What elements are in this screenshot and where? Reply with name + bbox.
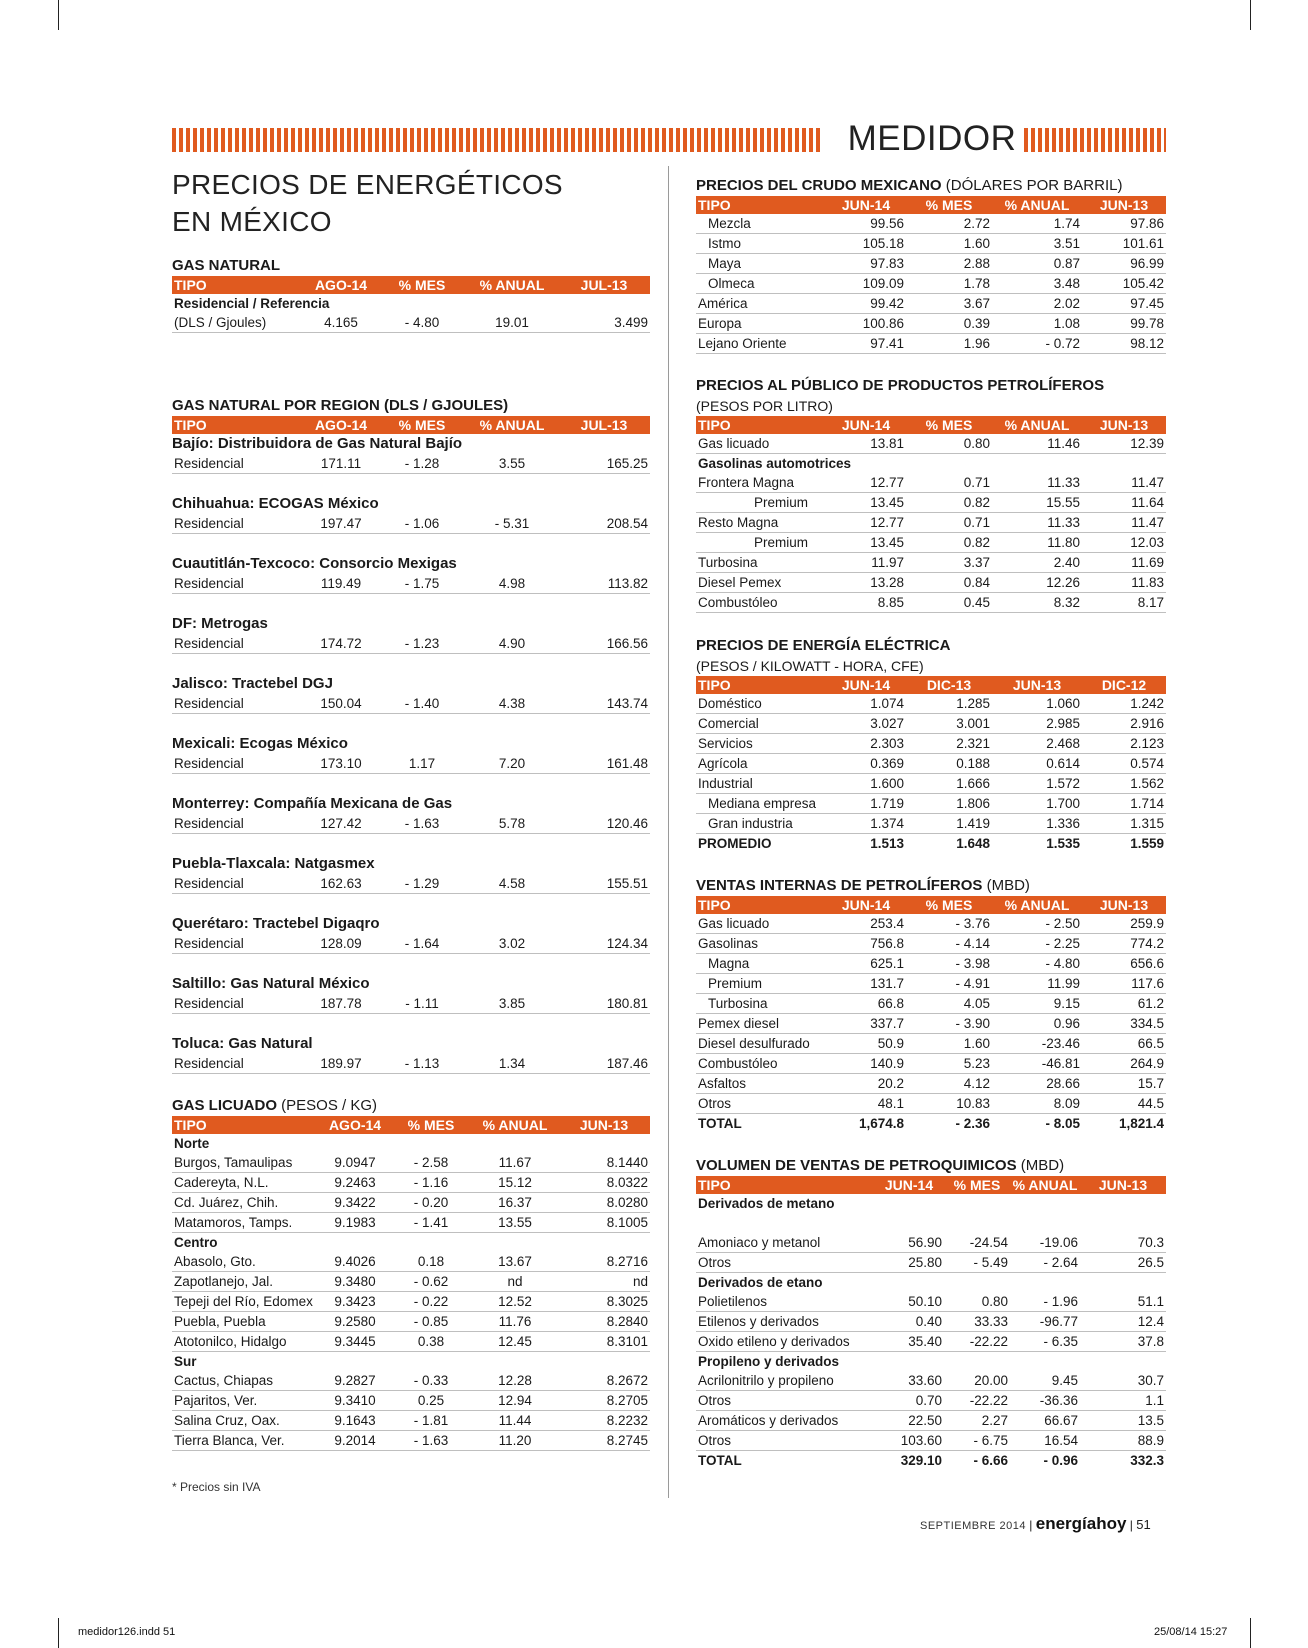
table-row: Tierra Blanca, Ver. 9.2014 - 1.63 11.20 8.2745 bbox=[172, 1431, 650, 1451]
gas-licuado-body bbox=[172, 1134, 650, 1451]
table-row: (DLS / Gjoules) 4.165 - 4.80 19.01 3.499 bbox=[172, 313, 650, 333]
table-header: TIPO JUN-14 % MES % ANUAL JUN-13 bbox=[696, 1176, 1166, 1194]
footer-month: SEPTIEMBRE 2014 bbox=[920, 1520, 1026, 1532]
table-row: Cactus, Chiapas 9.2827 - 0.33 12.28 8.2672 bbox=[172, 1371, 650, 1391]
table-row: Resto Magna 12.77 0.71 11.33 11.47 bbox=[696, 513, 1166, 533]
header-stripes-right bbox=[1024, 128, 1166, 152]
table-row: Etilenos y derivados 0.40 33.33 -96.77 12.4 bbox=[696, 1312, 1166, 1332]
table-row: Comercial 3.027 3.001 2.985 2.916 bbox=[696, 714, 1166, 734]
region-table bbox=[172, 634, 650, 654]
table-row: Diesel desulfurado 50.9 1.60 -23.46 66.5 bbox=[696, 1034, 1166, 1054]
electrica-section bbox=[696, 636, 1166, 853]
page-title-line2: EN MÉXICO bbox=[172, 206, 332, 237]
region-block bbox=[172, 1034, 650, 1074]
table-row: Europa 100.86 0.39 1.08 99.78 bbox=[696, 314, 1166, 334]
table-row: América 99.42 3.67 2.02 97.45 bbox=[696, 294, 1166, 314]
crudo-table bbox=[696, 196, 1166, 354]
footnote: * Precios sin IVA bbox=[172, 1480, 261, 1494]
table-row: Gas licuado 253.4 - 3.76 - 2.50 259.9 bbox=[696, 914, 1166, 934]
table-row: Pajaritos, Ver. 9.3410 0.25 12.94 8.2705 bbox=[172, 1391, 650, 1411]
region-table bbox=[172, 514, 650, 534]
print-slug-file: medidor126.indd 51 bbox=[78, 1626, 176, 1638]
table-row: Residencial 189.97 - 1.13 1.34 187.46 bbox=[172, 1054, 650, 1074]
table-row: Residencial 119.49 - 1.75 4.98 113.82 bbox=[172, 574, 650, 594]
table-header: TIPO JUN-14 % MES % ANUAL JUN-13 bbox=[696, 896, 1166, 914]
gas-natural-table bbox=[172, 276, 650, 333]
table-row: Mezcla 99.56 2.72 1.74 97.86 bbox=[696, 214, 1166, 234]
table-header: TIPO AGO-14 % MES % ANUAL JUN-13 bbox=[172, 1116, 650, 1134]
table-row: Residencial 171.11 - 1.28 3.55 165.25 bbox=[172, 454, 650, 474]
petroquimicos-body bbox=[696, 1194, 1166, 1470]
table-row: Amoniaco y metanol 56.90 -24.54 -19.06 70.3 bbox=[696, 1233, 1166, 1253]
footer-separator: | bbox=[1029, 1518, 1036, 1532]
region-table bbox=[172, 814, 650, 834]
table-row: Gasolinas 756.8 - 4.14 - 2.25 774.2 bbox=[696, 934, 1166, 954]
electrica-table bbox=[696, 676, 1166, 853]
table-row: Otros 25.80 - 5.49 - 2.64 26.5 bbox=[696, 1253, 1166, 1273]
table-row: Istmo 105.18 1.60 3.51 101.61 bbox=[696, 234, 1166, 254]
table-row: Magna 625.1 - 3.98 - 4.80 656.6 bbox=[696, 954, 1166, 974]
region-name: Bajío: Distribuidora de Gas Natural Bajío bbox=[172, 435, 463, 452]
ventas-body bbox=[696, 914, 1166, 1133]
table-row: Residencial 128.09 - 1.64 3.02 124.34 bbox=[172, 934, 650, 954]
region-name: Jalisco: Tractebel DGJ bbox=[172, 675, 333, 692]
table-row: Residencial 197.47 - 1.06 - 5.31 208.54 bbox=[172, 514, 650, 534]
table-row: Salina Cruz, Oax. 9.1643 - 1.81 11.44 8.2232 bbox=[172, 1411, 650, 1431]
region-name: Cuautitlán-Texcoco: Consorcio Mexigas bbox=[172, 555, 457, 572]
region-block bbox=[172, 854, 650, 894]
table-row: Pemex diesel 337.7 - 3.90 0.96 334.5 bbox=[696, 1014, 1166, 1034]
petroliferos-body bbox=[696, 434, 1166, 613]
region-table bbox=[172, 874, 650, 894]
table-row: Atotonilco, Hidalgo 9.3445 0.38 12.45 8.3101 bbox=[172, 1332, 650, 1352]
table-row: Industrial 1.600 1.666 1.572 1.562 bbox=[696, 774, 1166, 794]
table-row: Zapotlanejo, Jal. 9.3480 - 0.62 nd nd bbox=[172, 1272, 650, 1292]
petroliferos-section bbox=[696, 376, 1166, 613]
table-row: Abasolo, Gto. 9.4026 0.18 13.67 8.2716 bbox=[172, 1252, 650, 1272]
electrica-body bbox=[696, 694, 1166, 853]
section-header-bar bbox=[172, 119, 1166, 158]
table-row: Residencial 174.72 - 1.23 4.90 166.56 bbox=[172, 634, 650, 654]
table-group: Gasolinas automotrices bbox=[698, 456, 852, 471]
table-row: Turbosina 11.97 3.37 2.40 11.69 bbox=[696, 553, 1166, 573]
section-subtitle: (PESOS / KILOWATT - HORA, CFE) bbox=[696, 658, 924, 674]
table-header: TIPO JUN-14 % MES % ANUAL JUN-13 bbox=[696, 196, 1166, 214]
region-block bbox=[172, 794, 650, 834]
gas-licuado-table bbox=[172, 1116, 650, 1451]
region-table bbox=[172, 934, 650, 954]
print-slug-stamp: 25/08/14 15:27 bbox=[1154, 1626, 1228, 1638]
region-name: Querétaro: Tractebel Digaqro bbox=[172, 915, 380, 932]
gas-licuado-section bbox=[172, 1096, 650, 1451]
table-row: Asfaltos 20.2 4.12 28.66 15.7 bbox=[696, 1074, 1166, 1094]
region-table bbox=[172, 574, 650, 594]
table-group: Residencial / Referencia bbox=[174, 296, 330, 311]
table-row: Frontera Magna 12.77 0.71 11.33 11.47 bbox=[696, 473, 1166, 493]
crop-mark bbox=[58, 1618, 59, 1648]
region-block bbox=[172, 494, 650, 534]
region-block bbox=[172, 614, 650, 654]
table-row: Residencial 162.63 - 1.29 4.58 155.51 bbox=[172, 874, 650, 894]
region-name: Puebla-Tlaxcala: Natgasmex bbox=[172, 855, 375, 872]
table-row: Otros 48.1 10.83 8.09 44.5 bbox=[696, 1094, 1166, 1114]
gas-natural-section bbox=[172, 256, 650, 333]
section-label: MEDIDOR bbox=[847, 119, 1017, 158]
table-group: Centro bbox=[174, 1235, 218, 1250]
footer-brand-logo: energíahoy bbox=[1035, 1514, 1127, 1533]
table-header: TIPO JUN-14 % MES % ANUAL JUN-13 bbox=[696, 416, 1166, 434]
gas-region-section bbox=[172, 396, 650, 1074]
section-title: GAS NATURAL POR REGION (DLS / GJOULES) bbox=[172, 397, 509, 414]
table-row: Olmeca 109.09 1.78 3.48 105.42 bbox=[696, 274, 1166, 294]
table-row: Tepeji del Río, Edomex 9.3423 - 0.22 12.52 8.3025 bbox=[172, 1292, 650, 1312]
petroliferos-table bbox=[696, 416, 1166, 613]
footer-separator: | bbox=[1129, 1518, 1137, 1532]
region-block bbox=[172, 974, 650, 1014]
table-row: Residencial 150.04 - 1.40 4.38 143.74 bbox=[172, 694, 650, 714]
table-row: Residencial 173.10 1.17 7.20 161.48 bbox=[172, 754, 650, 774]
table-row: Gran industria 1.374 1.419 1.336 1.315 bbox=[696, 814, 1166, 834]
table-row: Diesel Pemex 13.28 0.84 12.26 11.83 bbox=[696, 573, 1166, 593]
table-group: Derivados de etano bbox=[698, 1275, 823, 1290]
table-row: Combustóleo 8.85 0.45 8.32 8.17 bbox=[696, 593, 1166, 613]
region-name: Saltillo: Gas Natural México bbox=[172, 975, 370, 992]
region-name: Monterrey: Compañía Mexicana de Gas bbox=[172, 795, 453, 812]
table-row: Cadereyta, N.L. 9.2463 - 1.16 15.12 8.0322 bbox=[172, 1173, 650, 1193]
table-row: Otros 103.60 - 6.75 16.54 88.9 bbox=[696, 1431, 1166, 1451]
region-table bbox=[172, 454, 650, 474]
region-block bbox=[172, 554, 650, 594]
table-total-row: TOTAL 1,674.8 - 2.36 - 8.05 1,821.4 bbox=[698, 1116, 1164, 1131]
table-row: Burgos, Tamaulipas 9.0947 - 2.58 11.67 8.1440 bbox=[172, 1153, 650, 1173]
column-divider bbox=[668, 166, 669, 1498]
table-row: Premium 13.45 0.82 15.55 11.64 bbox=[696, 493, 1166, 513]
table-row: Turbosina 66.8 4.05 9.15 61.2 bbox=[696, 994, 1166, 1014]
table-group: Sur bbox=[174, 1354, 197, 1369]
crop-mark bbox=[1250, 0, 1251, 30]
region-table bbox=[172, 1054, 650, 1074]
section-subtitle: (PESOS POR LITRO) bbox=[696, 398, 833, 414]
region-table bbox=[172, 694, 650, 714]
table-row: Residencial 127.42 - 1.63 5.78 120.46 bbox=[172, 814, 650, 834]
region-table bbox=[172, 994, 650, 1014]
ventas-section bbox=[696, 876, 1166, 1133]
page-number: 51 bbox=[1136, 1517, 1151, 1532]
table-group: Propileno y derivados bbox=[698, 1354, 840, 1369]
petroquimicos-table bbox=[696, 1176, 1166, 1470]
section-title: GAS LICUADO (PESOS / KG) bbox=[172, 1097, 378, 1114]
crop-mark bbox=[1250, 1618, 1251, 1648]
page-title-line1: PRECIOS DE ENERGÉTICOS bbox=[172, 169, 563, 200]
table-row: Acrilonitrilo y propileno 33.60 20.00 9.45 30.7 bbox=[696, 1371, 1166, 1391]
region-name: Toluca: Gas Natural bbox=[172, 1035, 313, 1052]
table-row: Polietilenos 50.10 0.80 - 1.96 51.1 bbox=[696, 1292, 1166, 1312]
section-title: PRECIOS DE ENERGÍA ELÉCTRICA bbox=[696, 637, 951, 654]
section-title: GAS NATURAL bbox=[172, 257, 281, 274]
crop-mark bbox=[58, 0, 59, 30]
gas-region-header-table bbox=[172, 416, 650, 434]
table-spacer bbox=[696, 1213, 1166, 1233]
crudo-section bbox=[696, 176, 1166, 354]
petroquimicos-section bbox=[696, 1156, 1166, 1470]
section-title: VENTAS INTERNAS DE PETROLÍFEROS (MBD) bbox=[696, 877, 1030, 894]
table-row: Maya 97.83 2.88 0.87 96.99 bbox=[696, 254, 1166, 274]
region-name: Chihuahua: ECOGAS México bbox=[172, 495, 379, 512]
table-total-row: TOTAL 329.10 - 6.66 - 0.96 332.3 bbox=[698, 1453, 1164, 1468]
region-name: Mexicali: Ecogas México bbox=[172, 735, 348, 752]
table-header: TIPO JUN-14 DIC-13 JUN-13 DIC-12 bbox=[696, 676, 1166, 694]
section-title: VOLUMEN DE VENTAS DE PETROQUIMICOS (MBD) bbox=[696, 1157, 1065, 1174]
table-row: Gas licuado 13.81 0.80 11.46 12.39 bbox=[696, 434, 1166, 454]
table-row: Oxido etileno y derivados 35.40 -22.22 - 6.35 37.8 bbox=[696, 1332, 1166, 1352]
table-total-row: PROMEDIO 1.513 1.648 1.535 1.559 bbox=[698, 836, 1164, 851]
table-row: Otros 0.70 -22.22 -36.36 1.1 bbox=[696, 1391, 1166, 1411]
table-row: Doméstico 1.074 1.285 1.060 1.242 bbox=[696, 694, 1166, 714]
table-row: Premium 13.45 0.82 11.80 12.03 bbox=[696, 533, 1166, 553]
section-title: PRECIOS DEL CRUDO MEXICANO (DÓLARES POR BARRIL) bbox=[696, 177, 1123, 194]
region-block bbox=[172, 734, 650, 774]
table-row: Cd. Juárez, Chih. 9.3422 - 0.20 16.37 8.0280 bbox=[172, 1193, 650, 1213]
section-title: PRECIOS AL PÚBLICO DE PRODUCTOS PETROLÍFEROS bbox=[696, 377, 1105, 394]
table-row: Combustóleo 140.9 5.23 -46.81 264.9 bbox=[696, 1054, 1166, 1074]
table-header: TIPO AGO-14 % MES % ANUAL JUL-13 bbox=[172, 416, 650, 434]
table-row: Aromáticos y derivados 22.50 2.27 66.67 13.5 bbox=[696, 1411, 1166, 1431]
table-group: Norte bbox=[174, 1136, 210, 1151]
region-block bbox=[172, 434, 650, 474]
table-row: Premium 131.7 - 4.91 11.99 117.6 bbox=[696, 974, 1166, 994]
table-row: Servicios 2.303 2.321 2.468 2.123 bbox=[696, 734, 1166, 754]
region-block bbox=[172, 674, 650, 714]
table-row: Agrícola 0.369 0.188 0.614 0.574 bbox=[696, 754, 1166, 774]
table-row: Matamoros, Tamps. 9.1983 - 1.41 13.55 8.1005 bbox=[172, 1213, 650, 1233]
table-row: Lejano Oriente 97.41 1.96 - 0.72 98.12 bbox=[696, 334, 1166, 354]
page-title bbox=[172, 166, 592, 240]
crudo-body bbox=[696, 214, 1166, 354]
table-header: TIPO AGO-14 % MES % ANUAL JUL-13 bbox=[172, 276, 650, 294]
table-row: Puebla, Puebla 9.2580 - 0.85 11.76 8.2840 bbox=[172, 1312, 650, 1332]
region-table bbox=[172, 754, 650, 774]
ventas-table bbox=[696, 896, 1166, 1133]
table-row: Mediana empresa 1.719 1.806 1.700 1.714 bbox=[696, 794, 1166, 814]
table-group: Derivados de metano bbox=[698, 1196, 835, 1211]
region-list bbox=[172, 434, 650, 1074]
region-block bbox=[172, 914, 650, 954]
page-footer bbox=[920, 1514, 1166, 1534]
table-row: Residencial 187.78 - 1.11 3.85 180.81 bbox=[172, 994, 650, 1014]
region-name: DF: Metrogas bbox=[172, 615, 268, 632]
header-stripes-left bbox=[172, 128, 820, 152]
